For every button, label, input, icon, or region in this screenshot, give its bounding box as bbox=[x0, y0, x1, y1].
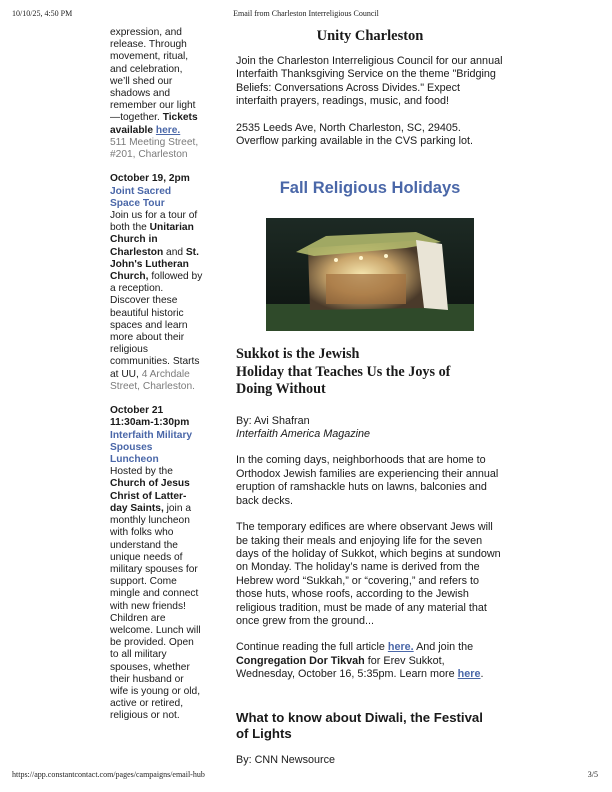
fall-holidays-heading: Fall Religious Holidays bbox=[279, 179, 461, 198]
intro-line: we’ll shed our bbox=[110, 75, 173, 87]
event1-line: Join us for a tour of bbox=[110, 210, 198, 222]
event1-starts-at: at UU, bbox=[110, 368, 139, 380]
event2-line: spouses, whether bbox=[110, 661, 190, 673]
event2-line: welcome. Lunch will bbox=[110, 624, 201, 636]
intro-line: movement, ritual, bbox=[110, 51, 189, 63]
event1-line: a reception. bbox=[110, 283, 164, 295]
event2-line: with folks who bbox=[110, 527, 174, 539]
main-column bbox=[236, 27, 504, 768]
event2-date bbox=[110, 405, 212, 417]
event1-line bbox=[110, 271, 212, 283]
event1-line-text: and bbox=[163, 246, 186, 258]
event2-org-name: Church of Jesus bbox=[110, 478, 190, 490]
event1-address: Street, Charleston. bbox=[110, 380, 195, 392]
event1-line-text: both the bbox=[110, 222, 150, 234]
unity-parking: Overflow parking available in the CVS parking lot. bbox=[236, 135, 474, 148]
sukkot-title-line: Holiday that Teaches Us the Joys of bbox=[236, 363, 451, 380]
intro-address: 511 Meeting Street, bbox=[110, 136, 199, 148]
event1-church-name: Charleston bbox=[110, 246, 164, 258]
event1-date bbox=[110, 173, 212, 185]
print-header bbox=[0, 9, 612, 21]
sukkot-article-title[interactable] bbox=[236, 346, 504, 398]
event2-line: religious or not. bbox=[110, 710, 180, 722]
event2-line: unique needs of bbox=[110, 551, 183, 563]
continue-text: for Erev Sukkot, Wednesday, October 16, 5:35pm. Learn more bbox=[236, 654, 458, 681]
event2-line: support. Come bbox=[110, 576, 177, 588]
intro-line: remember our light bbox=[110, 100, 196, 112]
event1-title[interactable]: Joint Sacred bbox=[110, 185, 172, 197]
event2-line: military spouses for bbox=[110, 563, 198, 575]
congregation-name: Congregation Dor Tikvah bbox=[236, 654, 365, 667]
continue-text: And join the bbox=[413, 641, 474, 654]
tickets-link[interactable]: here. bbox=[155, 124, 181, 136]
sukkot-title-line: Sukkot is the Jewish bbox=[236, 346, 360, 363]
sukkot-source: Interfaith America Magazine bbox=[236, 428, 371, 441]
unity-description: Join the Charleston Interreligious Council for our annual Interfaith Thanksgiving Service on the theme "Bridging Beliefs: Conversations Across Divides." Expect interfaith prayers, readings, music, and food! bbox=[236, 55, 503, 108]
intro-address: #201, Charleston bbox=[110, 149, 188, 161]
diwali-title-line: What to know about Diwali, the Festival bbox=[236, 709, 483, 725]
event1-church-name: Unitarian bbox=[149, 222, 194, 234]
event1-line: spaces and learn bbox=[110, 319, 188, 331]
events-column bbox=[110, 27, 212, 723]
event2-time bbox=[110, 417, 212, 429]
event1-address: 4 Archdale bbox=[138, 368, 190, 380]
intro-line: and celebration, bbox=[110, 63, 183, 75]
event1-line: beautiful historic bbox=[110, 307, 184, 319]
sukkot-title-line: Doing Without bbox=[236, 381, 326, 398]
event1-date-text: October 19, 2pm bbox=[110, 173, 190, 185]
unity-address: 2535 Leeds Ave, North Charleston, SC, 29405. bbox=[236, 121, 461, 134]
event2-line: mingle and connect bbox=[110, 588, 199, 600]
event1-line bbox=[110, 369, 212, 381]
intro-line: expression, and bbox=[110, 27, 182, 38]
intro-line bbox=[110, 125, 212, 137]
continue-text: Continue reading the full article bbox=[236, 641, 388, 654]
diwali-title-line: of Lights bbox=[236, 725, 292, 741]
event2-line bbox=[110, 503, 212, 515]
event1-church-name: John's Lutheran bbox=[110, 258, 189, 270]
event2-org-name: day Saints, bbox=[110, 502, 164, 514]
intro-line bbox=[110, 112, 212, 124]
event1-church-name: Church, bbox=[110, 271, 149, 283]
event2-date-text: October 21 bbox=[110, 405, 164, 417]
event2-line bbox=[110, 478, 212, 490]
print-url: https://app.constantcontact.com/pages/campaigns/email-hub bbox=[12, 770, 205, 779]
event2-line: Children are bbox=[110, 612, 166, 624]
learn-more-link[interactable]: here bbox=[457, 668, 481, 681]
event2-title[interactable]: Interfaith Military bbox=[110, 429, 193, 441]
event2-line: be provided. Open bbox=[110, 637, 194, 649]
event2-line: with new friends! bbox=[110, 600, 186, 612]
event2-line bbox=[110, 491, 212, 503]
sukkot-continue bbox=[236, 641, 504, 681]
event2-line-text: join a bbox=[163, 502, 191, 514]
event1-church-name: St. bbox=[185, 246, 199, 258]
event2-line: monthly luncheon bbox=[110, 515, 190, 527]
available-label: available bbox=[110, 124, 154, 136]
diwali-article-title[interactable] bbox=[236, 710, 504, 743]
print-datetime: 10/10/25, 4:50 PM bbox=[12, 9, 73, 18]
unity-charleston-title: Unity Charleston bbox=[316, 28, 424, 44]
event1-line bbox=[110, 247, 212, 259]
event1-line: religious bbox=[110, 344, 148, 356]
intro-line-text: —together. bbox=[110, 112, 160, 124]
event2-line: Hosted by the bbox=[110, 466, 173, 478]
sukkot-byline: By: Avi Shafran bbox=[236, 414, 310, 427]
continue-text: . bbox=[480, 668, 484, 681]
sukkah-photo bbox=[266, 218, 474, 331]
event2-org-name: Christ of Latter- bbox=[110, 490, 187, 502]
event1-church-name: Church in bbox=[110, 234, 158, 246]
print-title: Email from Charleston Interreligious Council bbox=[233, 9, 379, 18]
event1-line-text: followed by bbox=[148, 271, 203, 283]
sukkot-paragraph-1: In the coming days, neighborhoods that are home to Orthodox Jewish families are experiencing their annual eruption of ramshackle huts on lawns, balconies and back decks. bbox=[236, 454, 499, 507]
print-page-number: 3/5 bbox=[587, 770, 598, 779]
event1-line bbox=[110, 234, 212, 246]
event1-line bbox=[110, 222, 212, 234]
event1-line: Discover these bbox=[110, 295, 178, 307]
intro-line: shadows and bbox=[110, 88, 171, 100]
event1-line bbox=[110, 259, 212, 271]
diwali-byline: By: CNN Newsource bbox=[236, 754, 335, 767]
event2-line: understand the bbox=[110, 539, 178, 551]
event1-title[interactable]: Space Tour bbox=[110, 197, 165, 209]
event2-line: active or retired, bbox=[110, 698, 184, 710]
sukkot-paragraph-2: The temporary edifices are where observant Jews will be taking their meals and enjoying life for the seven days of the holiday of Sukkot, which begins at sundown on Monday. The holiday’s name is derived from the Hebrew word “Sukkah,” or “covering,” and refers to those huts, whose roofs, according to the Jewish religious tradition, must be made of any material that once grew from the ground... bbox=[236, 521, 501, 627]
event2-line: to all military bbox=[110, 649, 167, 661]
event2-title[interactable]: Spouses bbox=[110, 441, 153, 453]
event2-time-text: 11:30am-1:30pm bbox=[110, 417, 190, 429]
tickets-label: Tickets bbox=[162, 112, 198, 124]
print-footer bbox=[0, 770, 612, 782]
event2-line: wife is young or old, bbox=[110, 685, 201, 697]
intro-line: release. Through bbox=[110, 39, 187, 51]
event1-line: more about their bbox=[110, 332, 185, 344]
event2-title[interactable]: Luncheon bbox=[110, 454, 159, 466]
event1-line: communities. Starts bbox=[110, 356, 200, 368]
event2-line: their husband or bbox=[110, 673, 184, 685]
continue-reading-link[interactable]: here. bbox=[387, 641, 414, 654]
